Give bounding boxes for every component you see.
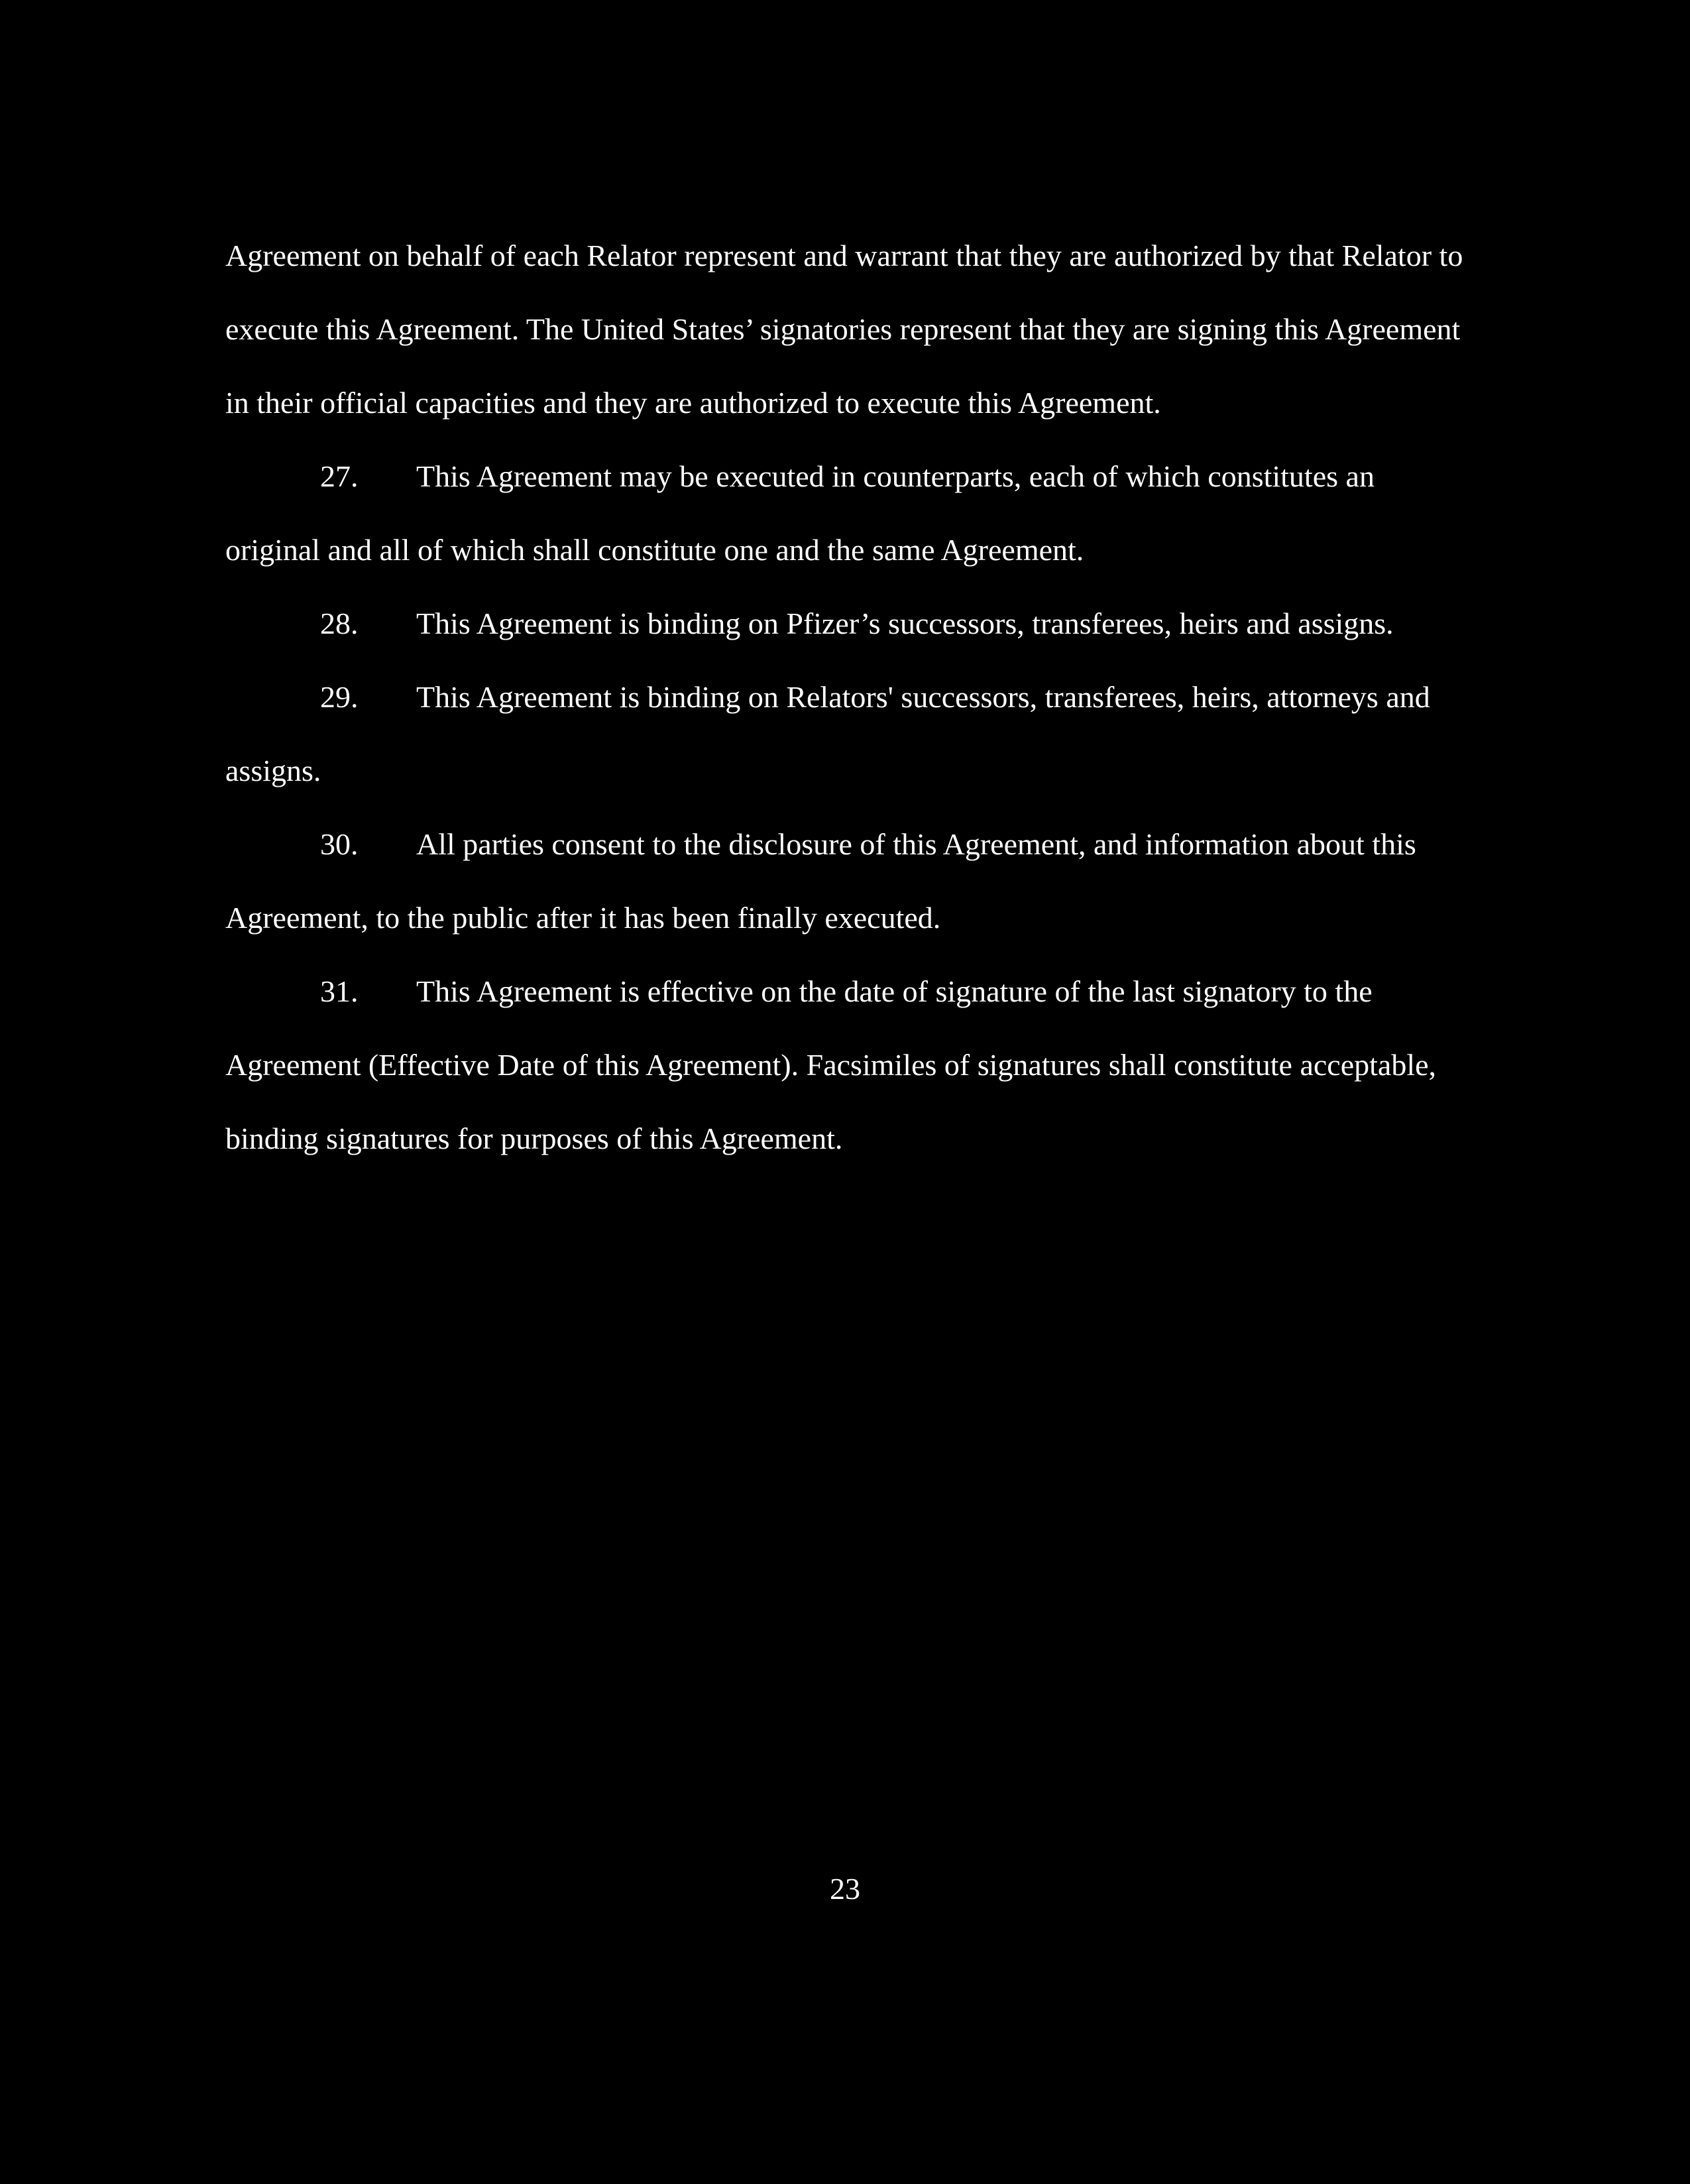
paragraph-number: 31. <box>320 974 359 1008</box>
page-number: 23 <box>830 1872 860 1906</box>
paragraph-29 <box>225 660 1471 807</box>
continuation-paragraph: Agreement on behalf of each Relator represent and warrant that they are authorized by that Relator to execute this Agreement. The United States’ signatories represent that they are signing this Agreement in their official capacities and they are authorized to execute this Agreement. <box>225 239 1463 420</box>
paragraph-number: 30. <box>320 827 359 861</box>
paragraph-number: 29. <box>320 680 359 714</box>
paragraph-28 <box>225 587 1471 660</box>
paragraph-text: All parties consent to the disclosure of this Agreement, and information about this Agreement, to the public after it has been finally executed. <box>225 827 1416 935</box>
paragraph-text: This Agreement may be executed in counterparts, each of which constitutes an original and all of which shall constitute one and the same Agreement. <box>225 459 1375 567</box>
paragraph-number: 27. <box>320 459 359 493</box>
paragraph-30 <box>225 807 1471 954</box>
paragraph-number: 28. <box>320 606 359 640</box>
document-body <box>225 219 1471 1175</box>
paragraph-text: This Agreement is binding on Pfizer’s successors, transferees, heirs and assigns. <box>416 606 1394 640</box>
paragraph-text: This Agreement is effective on the date of signature of the last signatory to the Agreement (Effective Date of this Agreement). Facsimiles of signatures shall constitute acceptable, binding signatures for purposes of this Agreement. <box>225 974 1437 1155</box>
paragraph-text: This Agreement is binding on Relators' successors, transferees, heirs, attorneys and assigns. <box>225 680 1430 787</box>
paragraph-31 <box>225 954 1471 1175</box>
paragraph-27 <box>225 439 1471 587</box>
